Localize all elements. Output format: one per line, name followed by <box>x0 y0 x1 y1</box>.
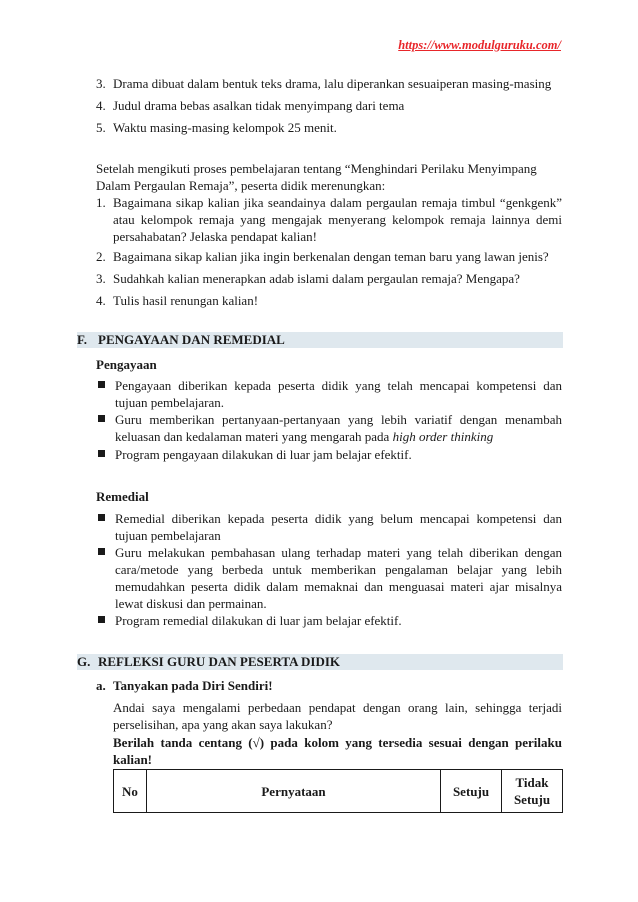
bullet-item <box>96 377 562 411</box>
bullet-text: Pengayaan diberikan kepada peserta didik yang telah mencapai kompetensi dan tujuan pembelajaran. <box>115 378 562 410</box>
list-item <box>96 75 562 92</box>
section-g-heading <box>77 654 563 670</box>
list-number: 1. <box>96 195 106 210</box>
square-bullet-icon <box>98 514 105 521</box>
reflection-intro-paragraph: Setelah mengikuti proses pembelajaran tentang “Menghindari Perilaku Menyimpang Dalam Pergaulan Remaja”, peserta didik merenungkan: <box>96 161 537 193</box>
list-item <box>96 270 562 287</box>
bullet-text: Program pengayaan dilakukan di luar jam belajar efektif. <box>115 447 412 462</box>
list-number: 3. <box>96 76 106 91</box>
list-text: Bagaimana sikap kalian jika ingin berkenalan dengan teman baru yang lawan jenis? <box>113 249 549 264</box>
list-number: 3. <box>96 271 106 286</box>
square-bullet-icon <box>98 415 105 422</box>
list-text: Sudahkah kalian menerapkan adab islami dalam pergaulan remaja? Mengapa? <box>113 271 520 286</box>
square-bullet-icon <box>98 548 105 555</box>
list-text: Judul drama bebas asalkan tidak menyimpang dari tema <box>113 98 405 113</box>
list-item <box>96 97 562 114</box>
list-text: Tulis hasil renungan kalian! <box>113 293 259 308</box>
list-item <box>96 292 562 309</box>
remedial-heading: Remedial <box>96 489 149 504</box>
section-letter: G. <box>77 654 91 669</box>
table-header-row <box>114 770 563 813</box>
header-url-link[interactable]: https://www.modulguruku.com/ <box>398 38 561 52</box>
square-bullet-icon <box>98 450 105 457</box>
bullet-item <box>96 544 562 612</box>
list-item <box>96 119 562 136</box>
header-no: No <box>114 770 147 813</box>
bullet-text: Remedial diberikan kepada peserta didik yang belum mencapai kompetensi dan tujuan pembelajaran <box>115 511 562 543</box>
question-paragraph: Andai saya mengalami perbedaan pendapat dengan orang lain, sehingga terjadi perselisihan, apa yang akan saya lakukan? <box>113 700 562 732</box>
list-text: Waktu masing-masing kelompok 25 menit. <box>113 120 337 135</box>
pengayaan-heading: Pengayaan <box>96 357 157 372</box>
list-number: 2. <box>96 249 106 264</box>
bullet-text: Guru melakukan pembahasan ulang terhadap materi yang telah diberikan dengan cara/metode yang berbeda untuk memberikan pengalaman belajar yang lebih memudahkan peserta didik dalam memaknai dan menguasai materi ajar misalnya lewat diskusi dan permainan. <box>115 545 562 611</box>
square-bullet-icon <box>98 381 105 388</box>
section-f-heading <box>77 332 563 348</box>
list-text: Drama dibuat dalam bentuk teks drama, lalu diperankan sesuaiperan masing-masing <box>113 76 552 91</box>
italic-term: high order thinking <box>392 429 494 444</box>
bullet-text: Program remedial dilakukan di luar jam belajar efektif. <box>115 613 402 628</box>
section-title: PENGAYAAN DAN REMEDIAL <box>98 332 285 347</box>
bullet-item <box>96 446 562 463</box>
header-tidak-setuju: Tidak Setuju <box>502 770 563 813</box>
list-item <box>96 248 562 265</box>
bullet-item <box>96 411 562 445</box>
instruction-paragraph: Berilah tanda centang (√) pada kolom yang tersedia sesuai dengan perilaku kalian! <box>113 735 562 767</box>
list-number: 4. <box>96 293 106 308</box>
section-letter: F. <box>77 332 87 347</box>
bullet-item <box>96 510 562 544</box>
bullet-item <box>96 612 562 629</box>
header-setuju: Setuju <box>441 770 502 813</box>
section-title: REFLEKSI GURU DAN PESERTA DIDIK <box>98 654 341 669</box>
header-pernyataan: Pernyataan <box>147 770 441 813</box>
bullet-text: Guru memberikan pertanyaan-pertanyaan yang lebih variatif dengan menambah keluasan dan kedalaman materi yang mengarah pada high order thinking <box>115 412 562 444</box>
square-bullet-icon <box>98 616 105 623</box>
subsection-title: Tanyakan pada Diri Sendiri! <box>113 678 273 693</box>
list-number: 4. <box>96 98 106 113</box>
list-text: Bagaimana sikap kalian jika seandainya dalam pergaulan remaja timbul “genkgenk” atau kelompok remaja yang mengajak menyerang kelompok remaja lainnya demi persahabatan? Jelaska pendapat kalian! <box>113 195 562 244</box>
subsection-a-heading <box>96 677 562 694</box>
list-item <box>96 194 562 245</box>
checklist-table <box>113 769 563 813</box>
subsection-number: a. <box>96 678 106 693</box>
list-number: 5. <box>96 120 106 135</box>
